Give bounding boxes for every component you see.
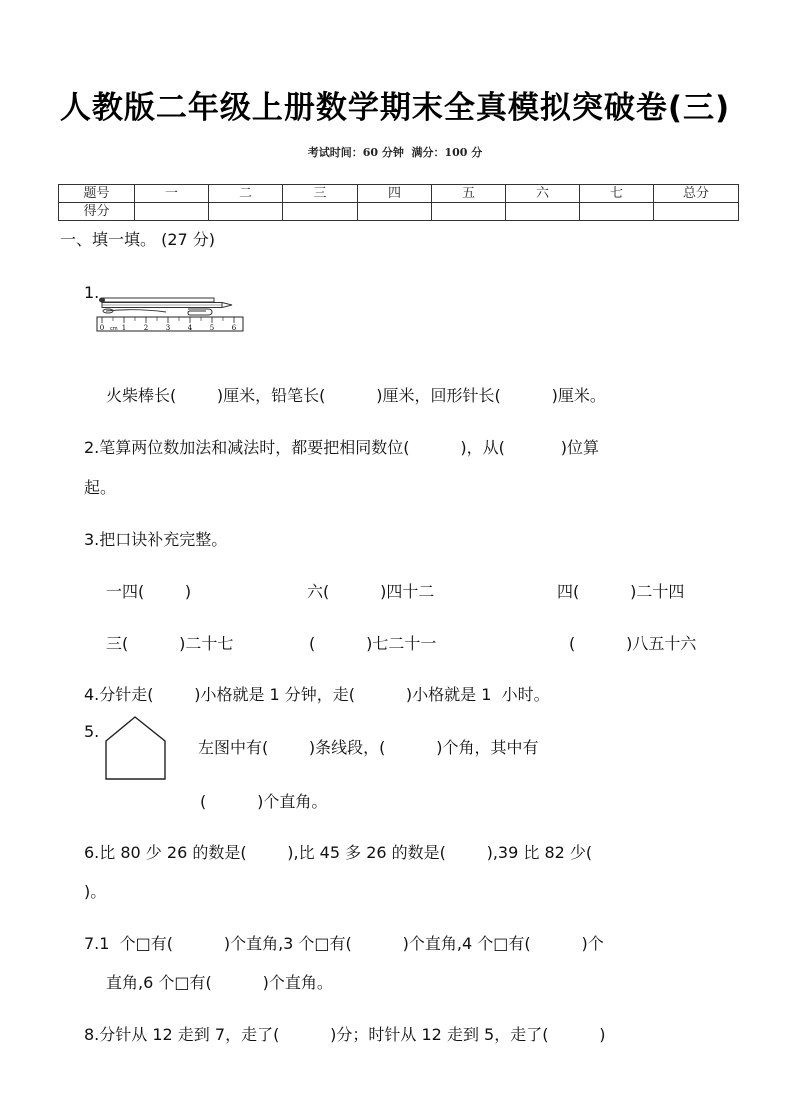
pencil-icon <box>102 303 232 308</box>
score-cell[interactable] <box>358 203 432 221</box>
multiplication-rhyme: 一四( ) <box>106 582 192 601</box>
multiplication-rhyme: 六( )四十二 <box>307 582 435 601</box>
ruler-tick-label: 2 <box>143 324 149 332</box>
question-text: 直角,6 个□有( )个直角。 <box>106 973 333 992</box>
score-cell[interactable] <box>432 203 506 221</box>
question-text: 火柴棒长( )厘米，铅笔长( )厘米，回形针长( )厘米。 <box>106 386 606 405</box>
ruler-unit-label: cm <box>110 326 118 332</box>
question-text: 8.分针从 12 走到 7，走了( )分；时针从 12 走到 5，走了( ) <box>84 1025 606 1044</box>
score-header-cell: 总分 <box>654 185 739 203</box>
score-header-cell: 六 <box>506 185 580 203</box>
question-text: 3.把口诀补充完整。 <box>84 530 228 549</box>
question-number: 1. <box>84 283 100 302</box>
score-header-cell: 二 <box>209 185 283 203</box>
house-pentagon-figure <box>104 715 168 781</box>
ruler-tick-label: 6 <box>231 324 237 332</box>
score-cell[interactable] <box>209 203 283 221</box>
exam-info: 考试时间：60 分钟 满分：100 分 <box>307 146 483 159</box>
matchstick-icon <box>99 298 214 303</box>
question-text: 起。 <box>84 478 117 497</box>
score-cell[interactable] <box>135 203 209 221</box>
section-heading: 一、填一填。 (27 分) <box>60 230 216 249</box>
question-text: 2.笔算两位数加法和减法时，都要把相同数位( )，从( )位算 <box>84 438 600 457</box>
score-header-cell: 四 <box>358 185 432 203</box>
score-cell[interactable] <box>283 203 358 221</box>
score-header-cell: 七 <box>580 185 654 203</box>
multiplication-rhyme: ( )八五十六 <box>569 634 697 653</box>
multiplication-rhyme: 四( )二十四 <box>557 582 685 601</box>
question-text: 7.1 个□有( )个直角,3 个□有( )个直角,4 个□有( )个 <box>84 934 604 953</box>
question-text: )。 <box>84 882 107 901</box>
score-header-cell: 题号 <box>59 185 135 203</box>
score-header-cell: 五 <box>432 185 506 203</box>
score-table-score-row <box>59 203 739 221</box>
question-text: 4.分针走( )小格就是 1 分钟，走( )小格就是 1 小时。 <box>84 685 550 704</box>
ruler-figure <box>96 294 246 334</box>
score-cell[interactable] <box>580 203 654 221</box>
score-header-cell: 三 <box>283 185 358 203</box>
question-text: ( )个直角。 <box>200 792 328 811</box>
ruler-tick-label: 4 <box>187 324 193 332</box>
ruler-tick-label: 1 <box>121 324 127 332</box>
score-table <box>58 184 739 221</box>
question-number: 5. <box>84 722 100 741</box>
paper-clip-icon <box>103 309 212 315</box>
ruler-tick-label: 0 <box>99 324 105 332</box>
question-text: 6.比 80 少 26 的数是( ),比 45 多 26 的数是( ),39 比 82 少( <box>84 843 593 862</box>
page-title: 人教版二年级上册数学期末全真模拟突破卷(三) <box>59 90 731 126</box>
score-row-label: 得分 <box>59 203 135 221</box>
multiplication-rhyme: ( )七二十一 <box>309 634 437 653</box>
score-table-header-row <box>59 185 739 203</box>
ruler <box>97 317 243 332</box>
question-text: 左图中有( )条线段，( )个角，其中有 <box>198 738 539 757</box>
score-header-cell: 一 <box>135 185 209 203</box>
ruler-tick-label: 5 <box>209 324 215 332</box>
ruler-tick-label: 3 <box>165 324 171 332</box>
score-cell[interactable] <box>506 203 580 221</box>
multiplication-rhyme: 三( )二十七 <box>106 634 234 653</box>
score-cell[interactable] <box>654 203 739 221</box>
